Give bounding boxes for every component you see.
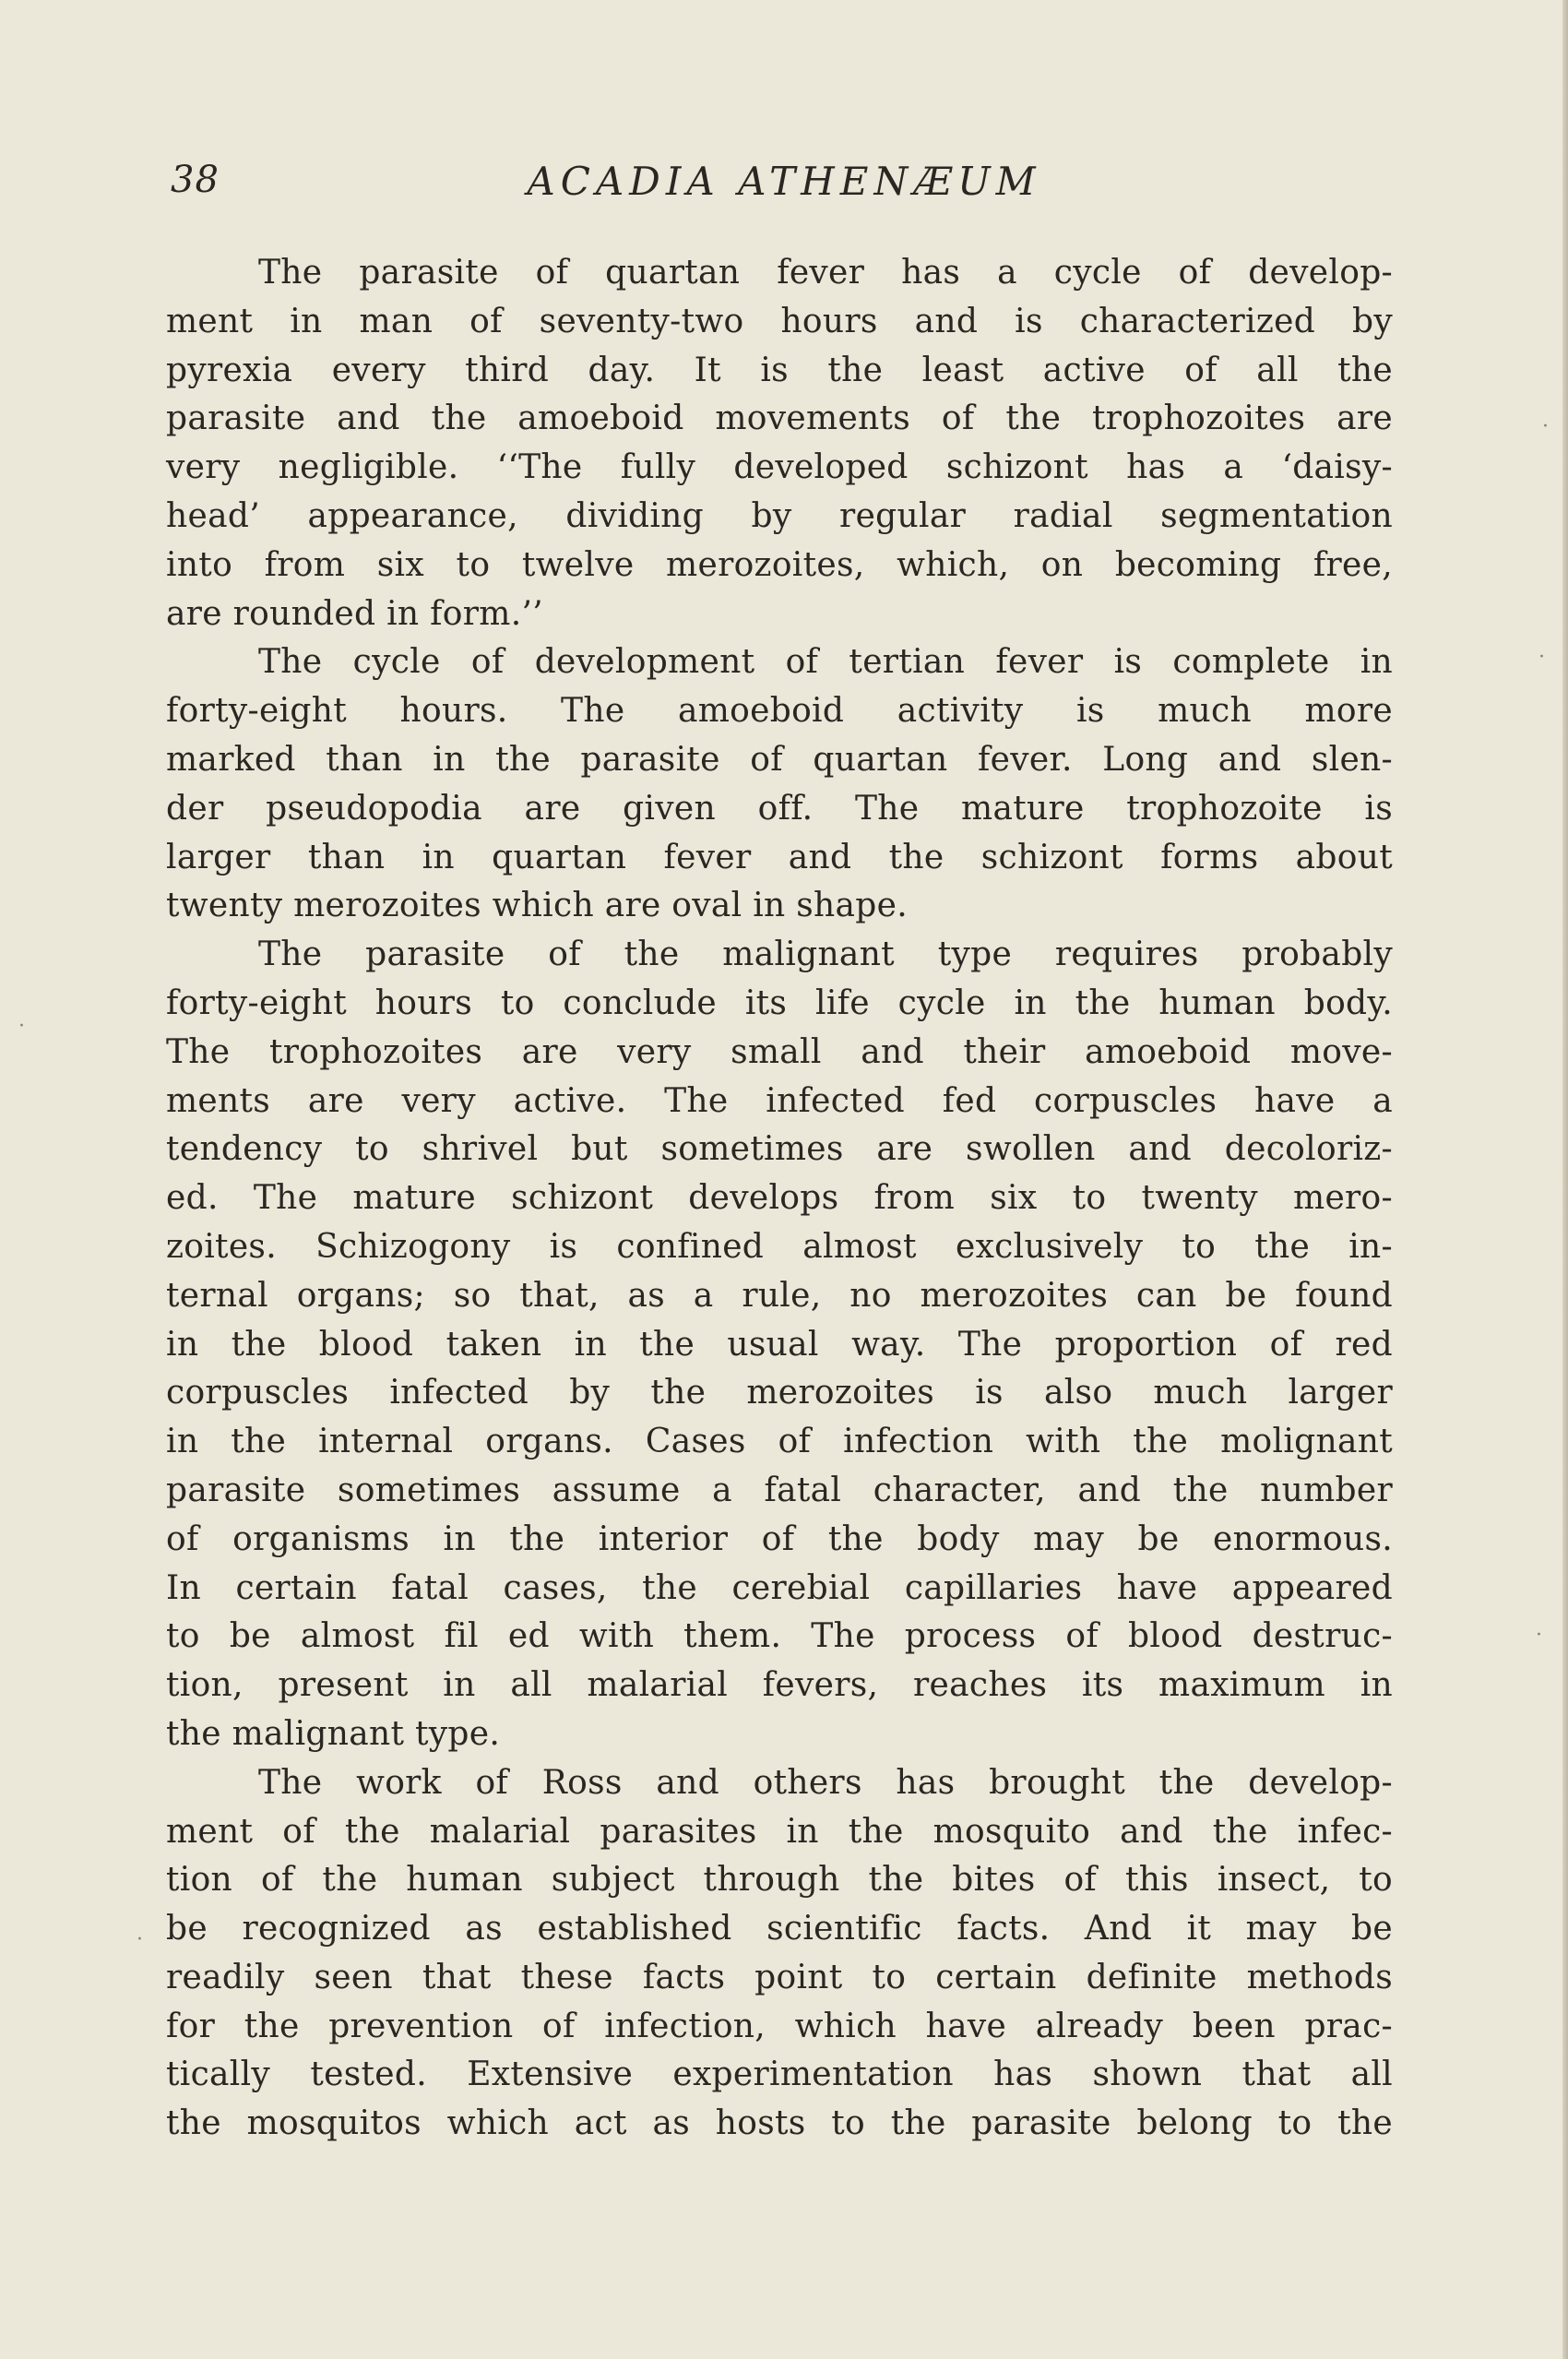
text-line: pyrexia every third day. It is the least active of all the xyxy=(166,351,1393,389)
text-line: tendency to shrivel but sometimes are swollen and decoloriz- xyxy=(166,1130,1393,1169)
text-line: in the internal organs. Cases of infection with the molignant xyxy=(166,1423,1393,1461)
running-title: ACADIA ATHENÆUM xyxy=(527,159,1041,204)
text-line: The work of Ross and others has brought the develop- xyxy=(258,1763,1393,1802)
text-line: ments are very active. The infected fed corpuscles have a xyxy=(166,1081,1393,1120)
text-line: the mosquitos which act as hosts to the parasite belong to the xyxy=(166,2104,1393,2143)
text-line: parasite and the amoeboid movements of the trophozoites are xyxy=(166,399,1393,438)
body-text xyxy=(166,249,1393,2149)
text-line: The parasite of quartan fever has a cycle of develop- xyxy=(258,254,1393,292)
text-line: tion of the human subject through the bites of this insect, to xyxy=(166,1861,1393,1900)
print-speck: · xyxy=(1542,415,1549,438)
text-line: ment of the malarial parasites in the mosquito and the infec- xyxy=(166,1812,1393,1851)
text-line: for the prevention of infection, which have already been prac- xyxy=(166,2007,1393,2045)
text-line: The parasite of the malignant type requires probably xyxy=(258,935,1393,974)
text-line: corpuscles infected by the merozoites is also much larger xyxy=(166,1374,1393,1412)
text-line: tically tested. Extensive experimentation has shown that all xyxy=(166,2055,1393,2094)
text-line: be recognized as established scientific facts. And it may be xyxy=(166,1910,1393,1948)
print-speck: · xyxy=(1536,1624,1542,1647)
text-line: twenty merozoites which are oval in shape. xyxy=(166,887,909,925)
print-speck: · xyxy=(18,1015,25,1038)
print-speck: · xyxy=(1538,646,1545,669)
text-line: The trophozoites are very small and their amoeboid move- xyxy=(166,1032,1393,1071)
text-line: readily seen that these facts point to certain definite methods xyxy=(166,1958,1393,1996)
page-edge xyxy=(1562,0,1568,2359)
text-line: ternal organs; so that, as a rule, no merozoites can be found xyxy=(166,1276,1393,1315)
text-line: In certain fatal cases, the cerebial capillaries have appeared xyxy=(166,1568,1393,1607)
text-line: very negligible. ‘‘The fully developed schizont has a ‘daisy- xyxy=(166,448,1393,487)
text-line: forty-eight hours to conclude its life cycle in the human body. xyxy=(166,983,1393,1022)
text-line: zoites. Schizogony is confined almost exclusively to the in- xyxy=(166,1227,1393,1266)
text-line: of organisms in the interior of the body may be enormous. xyxy=(166,1519,1393,1558)
text-line: in the blood taken in the usual way. The proportion of red xyxy=(166,1325,1393,1364)
text-line: the malignant type. xyxy=(166,1714,501,1753)
text-line: to be almost fil ed with them. The process of blood destruc- xyxy=(166,1617,1393,1656)
page-number: 38 xyxy=(171,159,220,201)
page-header xyxy=(171,159,1397,214)
text-line: larger than in quartan fever and the schizont forms about xyxy=(166,838,1393,876)
text-line: marked than in the parasite of quartan fever. Long and slen- xyxy=(166,740,1393,779)
text-line: ment in man of seventy-two hours and is characterized by xyxy=(166,302,1393,340)
text-line: head’ appearance, dividing by regular radial segmentation xyxy=(166,496,1393,535)
text-line: are rounded in form.’’ xyxy=(166,594,543,633)
text-line: tion, present in all malarial fevers, reaches its maximum in xyxy=(166,1666,1393,1705)
print-speck: · xyxy=(137,1928,143,1951)
text-line: The cycle of development of tertian fever is complete in xyxy=(258,643,1393,682)
text-line: into from six to twelve merozoites, which, on becoming free, xyxy=(166,545,1393,584)
text-line: parasite sometimes assume a fatal character, and the number xyxy=(166,1471,1393,1509)
text-line: forty-eight hours. The amoeboid activity is much more xyxy=(166,692,1393,731)
text-line: der pseudopodia are given off. The mature trophozoite is xyxy=(166,789,1393,828)
text-line: ed. The mature schizont develops from six to twenty mero- xyxy=(166,1179,1393,1218)
